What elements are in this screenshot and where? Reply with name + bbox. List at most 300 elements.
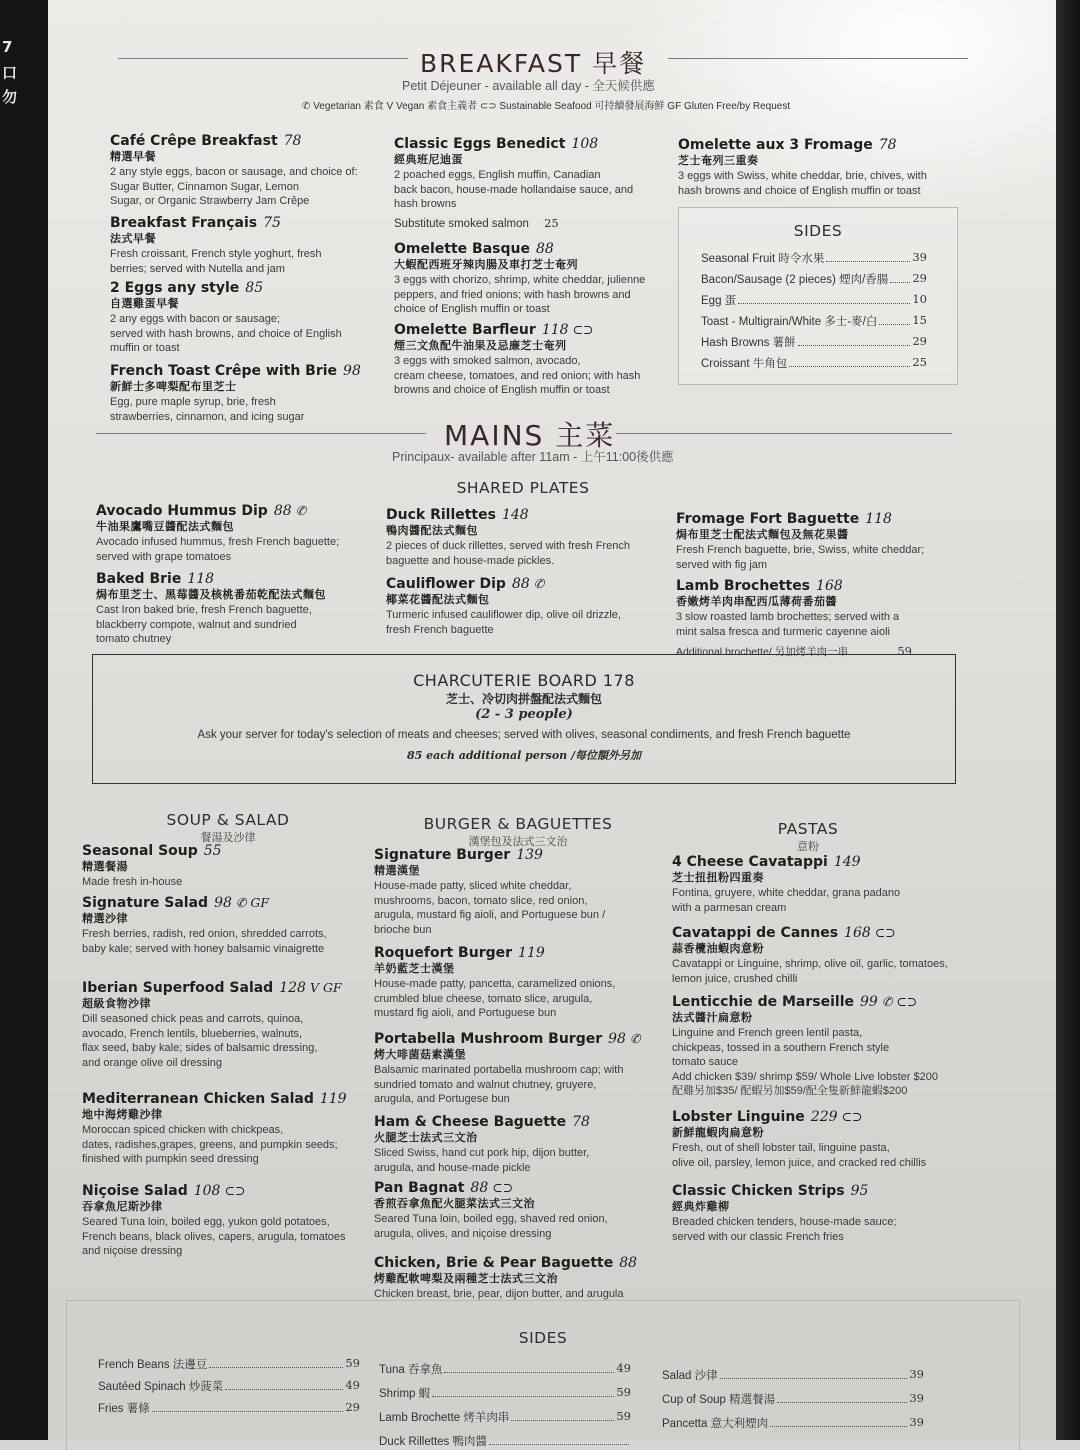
menu-item-name (672, 924, 972, 942)
side-item-label: Toast - Multigrain/White 多士-麥/白 (701, 316, 878, 328)
desc-line: strawberries, cinnamon, and icing sugar (110, 410, 305, 423)
menu-item-zh: 法式醬汁扁意粉 (672, 1012, 753, 1025)
dot-leader (879, 313, 910, 325)
menu-item (672, 853, 972, 915)
menu-item-title: Signature Burger (374, 847, 511, 863)
menu-item (110, 279, 360, 356)
desc-line: Add chicken $39/ shrimp $59/ Whole Live lobster $200 (672, 1070, 938, 1083)
pastas-title: PASTAS (777, 820, 839, 838)
desc-line: House-made patty, pancetta, caramelized onions, (374, 977, 616, 990)
menu-item-price: 118 (541, 322, 569, 338)
menu-item-title: Pan Bagnat (374, 1180, 465, 1196)
side-item (701, 355, 927, 371)
desc-line: Sliced Swiss, hand cut pork hip, dijon butter, (374, 1146, 590, 1159)
menu-item-title: French Toast Crêpe with Brie (110, 363, 338, 379)
menu-item-price: 88 (470, 1180, 489, 1196)
menu-item (374, 1179, 660, 1241)
menu-item (82, 1090, 368, 1167)
menu-item-price: 88 (535, 241, 554, 257)
desc-line: brioche bun (374, 923, 432, 936)
menu-item-desc (82, 1215, 368, 1259)
desc-line: 3 eggs with smoked salmon, avocado, (394, 354, 581, 367)
menu-item-zh: 焗布里芝士配法式麵包及無花果醬 (676, 529, 849, 542)
menu-item-price: 85 (245, 280, 264, 296)
desc-line: mushrooms, bacon, tomato slice, red onion, (374, 894, 588, 907)
charcuterie-extra: 85 each additional person /每位額外另加 (406, 749, 642, 762)
side-item-price: 25 (912, 355, 927, 369)
menu-item-desc (386, 539, 656, 568)
menu-item-desc (110, 247, 360, 276)
desc-line: Egg, pure maple syrup, brie, fresh (110, 395, 276, 408)
menu-item-name (374, 944, 660, 962)
side-item (98, 1400, 360, 1416)
menu-item (672, 993, 972, 1099)
menu-item-title: Seasonal Soup (82, 843, 198, 859)
desc-line: arugula, and house-made pickle (374, 1161, 531, 1174)
menu-item-name (82, 1090, 368, 1108)
desc-line: Made fresh in-house (82, 875, 183, 888)
side-item (662, 1367, 924, 1383)
menu-item-title: Classic Eggs Benedict (394, 136, 566, 152)
menu-item-name (82, 842, 368, 860)
menu-item-title: Avocado Hummus Dip (96, 503, 268, 519)
menu-item-price: 78 (878, 137, 897, 153)
menu-item-title: Ham & Cheese Baguette (374, 1114, 567, 1130)
side-item-label: Egg 蛋 (701, 295, 737, 307)
side-item-price: 59 (616, 1385, 631, 1399)
desc-line: Seared Tuna loin, boiled egg, shaved red onion, (374, 1212, 608, 1225)
desc-line: Fresh croissant, French style yoghurt, fresh (110, 247, 322, 260)
desc-line: back bacon, house-made hollandaise sauce, and (394, 183, 634, 196)
menu-item (386, 506, 656, 568)
desc-line: baby kale; served with honey balsamic vinaigrette (82, 942, 325, 955)
side-item (662, 1391, 924, 1407)
menu-item (374, 846, 660, 937)
side-item-price: 59 (616, 1409, 631, 1423)
side-item-label: Cup of Soup 精選餐湯 (662, 1394, 776, 1406)
menu-item-title: Chicken, Brie & Pear Baguette (374, 1255, 614, 1271)
menu-item-desc (672, 957, 972, 986)
menu-item-zh: 法式早餐 (110, 233, 156, 246)
menu-item-price: 108 (571, 136, 599, 152)
menu-item-title: Café Crêpe Breakfast (110, 133, 278, 149)
shared-plates-title: SHARED PLATES (456, 479, 590, 497)
menu-item-name (110, 214, 360, 232)
menu-item-price: 95 (850, 1183, 869, 1199)
desc-line: hash browns (394, 198, 457, 211)
menu-item-zh: 經典炸雞柳 (672, 1201, 730, 1214)
substitute-note (394, 216, 559, 230)
menu-item-title: Omelette Basque (394, 241, 530, 257)
menu-item-name (82, 1182, 368, 1200)
desc-line: 配雞另加$35/ 配蝦另加$59/配全隻新鮮龍蝦$200 (672, 1085, 908, 1098)
side-item (701, 292, 927, 308)
menu-item-price: 88 (273, 503, 292, 519)
desc-line: arugula, mustard fig aioli, and Portuguese bun / (374, 909, 606, 922)
menu-item-name (96, 502, 366, 520)
menu-item-name (394, 240, 664, 258)
menu-item-zh: 精選沙律 (82, 913, 128, 926)
desc-line: browns and choice of English muffin or toast (394, 384, 610, 397)
menu-item-price: 88 (619, 1255, 638, 1271)
desc-line: olive oil, parsley, lemon juice, and cracked red chillis (672, 1156, 927, 1169)
divider (96, 433, 426, 434)
menu-item-desc (110, 395, 360, 424)
desc-line: served with fig jam (676, 558, 768, 571)
menu-item-zh: 新鮮士多啤梨配布里芝士 (110, 381, 237, 394)
side-item (379, 1433, 631, 1449)
menu-item-zh: 芝士扭扭粉四重奏 (672, 872, 764, 885)
menu-item-zh: 香嫩烤羊肉串配西瓜薄荷番茄醬 (676, 596, 837, 609)
dot-leader (152, 1400, 344, 1412)
dietary-tag-icon: ✆ (629, 1031, 641, 1046)
desc-line: finished with pumpkin seed dressing (82, 1153, 259, 1166)
dietary-legend: ✆ Vegetarian 素食 V Vegan 素食主義者 ⊂⊃ Sustainable Seafood 可持續發展海鮮 GF Gluten Free/by Request (302, 101, 791, 112)
menu-item (386, 575, 656, 637)
side-item-price: 29 (912, 334, 927, 348)
menu-item-price: 168 (844, 925, 871, 941)
dietary-tag-icon: ⊂⊃ (841, 1109, 863, 1124)
additional-brochette-label: Additional brochette/ 另加烤羊肉一串 (676, 646, 849, 658)
menu-item-name (676, 510, 952, 528)
menu-item-name (82, 894, 368, 912)
dietary-tag-icon: ⊂⊃ (572, 322, 594, 337)
menu-item-name (374, 1179, 660, 1197)
side-item-label: Lamb Brochette 烤羊肉串 (379, 1412, 510, 1424)
menu-item-title: Baked Brie (96, 571, 182, 587)
breakfast-title: BREAKFAST 早餐 (420, 49, 647, 78)
menu-item-price: 88 (511, 576, 530, 592)
dietary-tag-icon: ✆ (295, 503, 307, 518)
dot-leader (489, 1433, 629, 1445)
desc-line: Cavatappi or Linguine, shrimp, olive oil, garlic, tomatoes, (672, 957, 948, 970)
menu-item (374, 1030, 660, 1107)
menu-item-zh: 牛油果鷹嘴豆醬配法式麵包 (96, 521, 234, 534)
menu-item-desc (676, 543, 952, 572)
menu-item (394, 135, 664, 212)
dot-leader (511, 1409, 614, 1421)
side-item (701, 313, 927, 329)
menu-item-desc (672, 886, 972, 915)
divider (616, 433, 952, 434)
menu-item-price: 139 (516, 847, 543, 863)
desc-line: Breaded chicken tenders, house-made sauce; (672, 1215, 897, 1228)
menu-item-desc (374, 1063, 660, 1107)
menu-item-zh: 地中海烤雞沙律 (82, 1109, 163, 1122)
desc-line: cream cheese, tomatoes, and red onion; with hash (394, 369, 641, 382)
side-item-label: Sautéed Spinach 炒菠菜 (98, 1381, 224, 1393)
sides-title: SIDES (518, 1329, 568, 1347)
menu-item-title: Portabella Mushroom Burger (374, 1031, 603, 1047)
desc-line: Fresh, out of shell lobster tail, linguine pasta, (672, 1141, 890, 1154)
soup-salad-zh: 餐湯及沙律 (200, 832, 256, 844)
menu-item-zh: 精選餐湯 (82, 861, 128, 874)
menu-item-desc (110, 312, 360, 356)
dietary-tag-icon: ✆ (533, 576, 545, 591)
menu-item-zh: 經典班尼迪蛋 (394, 154, 463, 167)
side-item (662, 1415, 924, 1431)
menu-item-name (672, 853, 972, 871)
menu-item-zh: 香煎吞拿魚配火腿菜法式三文治 (374, 1198, 535, 1211)
desc-line: peppers, and fried onions; with hash browns and (394, 288, 631, 301)
menu-item-desc (374, 879, 660, 937)
menu-item-name (678, 136, 948, 154)
desc-line: 2 poached eggs, English muffin, Canadian (394, 168, 601, 181)
pastas-zh: 意粉 (797, 841, 819, 853)
menu-item-title: Omelette aux 3 Fromage (678, 137, 873, 153)
menu-item-zh: 吞拿魚尼斯沙律 (82, 1201, 163, 1214)
menu-item (96, 502, 366, 564)
side-item-label: Pancetta 意大利煙肉 (662, 1418, 769, 1430)
side-item (701, 250, 927, 266)
side-item-label: Hash Browns 薯餅 (701, 337, 796, 349)
menu-item-desc (676, 610, 952, 639)
desc-line: blackberry compote, walnut and sundried (96, 618, 297, 631)
breakfast-subtitle: Petit Déjeuner - available all day - 全天候供應 (402, 79, 655, 93)
desc-line: flax seed, baby kale; sides of balsamic dressing, (82, 1042, 318, 1055)
side-item-price: 39 (909, 1415, 924, 1429)
menu-item-desc (374, 977, 660, 1021)
desc-line: chickpeas, tossed in a southern French style (672, 1041, 890, 1054)
desc-line: Dill seasoned chick peas and carrots, quinoa, (82, 1012, 304, 1025)
menu-item-name (386, 506, 656, 524)
dot-leader (789, 355, 910, 367)
menu-item-desc (386, 608, 656, 637)
menu-item-title: Lobster Linguine (672, 1109, 805, 1125)
desc-line: Turmeric infused cauliflower dip, olive oil drizzle, (386, 608, 621, 621)
menu-item-title: Iberian Superfood Salad (82, 980, 274, 996)
menu-item-price: 78 (283, 133, 302, 149)
menu-item (676, 577, 952, 639)
menu-item-desc (672, 1141, 972, 1170)
side-item (701, 334, 927, 350)
menu-item-desc (672, 1215, 972, 1244)
soup-salad-title: SOUP & SALAD (166, 811, 290, 829)
desc-line: tomato chutney (96, 633, 172, 646)
menu-item-desc (374, 1212, 660, 1241)
desc-line: 3 eggs with Swiss, white cheddar, brie, chives, with (678, 169, 927, 182)
charcuterie-desc: Ask your server for today's selection of meats and cheeses; served with olives, seasonal condiments, and fresh French baguette (197, 729, 851, 741)
desc-line: mustard fig aioli, and Portuguese bun (374, 1007, 557, 1020)
substitute-price: 25 (544, 216, 559, 230)
menu-item-desc (672, 1026, 972, 1099)
menu-item-price: 149 (833, 854, 861, 870)
menu-item-desc (394, 168, 664, 212)
menu-item-zh: 焗布里芝士、黑莓醬及核桃番茄乾配法式麵包 (96, 589, 326, 602)
menu-item-name (82, 979, 368, 997)
menu-item (676, 510, 952, 572)
dot-leader (826, 250, 910, 262)
side-item-price: 39 (912, 250, 927, 264)
desc-line: arugula, olives, and niçoise dressing (374, 1227, 552, 1240)
menu-item-title: 2 Eggs any style (110, 280, 240, 296)
desc-line: 3 slow roasted lamb brochettes; served with a (676, 610, 900, 623)
mains-title: MAINS 主菜 (444, 419, 616, 452)
menu-item-name (672, 1108, 972, 1126)
menu-item (672, 1182, 972, 1244)
menu-item-price: 118 (865, 511, 892, 527)
side-item-price: 49 (345, 1378, 360, 1392)
desc-line: served with our classic French fries (672, 1230, 844, 1243)
menu-item-zh: 超級食物沙律 (82, 998, 151, 1011)
substitute-label: Substitute smoked salmon (394, 218, 529, 230)
desc-line: lemon juice, crushed chilli (672, 972, 798, 985)
side-item-label: Salad 沙律 (662, 1370, 718, 1382)
menu-item-name (374, 1030, 660, 1048)
menu-item-zh: 椰菜花醬配法式麵包 (386, 594, 490, 607)
menu-item-desc (394, 354, 664, 398)
menu-item-name (96, 570, 366, 588)
desc-line: and niçoise dressing (82, 1245, 183, 1258)
side-item (98, 1378, 360, 1394)
dietary-tag-icon: V GF (309, 980, 342, 995)
burgers-zh: 漢堡包及法式三文治 (468, 836, 568, 848)
side-item-label: French Beans 法邊豆 (98, 1359, 208, 1371)
dietary-tag-icon: ⊂⊃ (492, 1180, 514, 1195)
menu-item-name (386, 575, 656, 593)
bezel-glyph: 7 (2, 38, 13, 56)
dot-leader (770, 1415, 907, 1427)
desc-line: hash browns and choice of English muffin or toast (678, 184, 921, 197)
menu-item (678, 136, 948, 198)
desc-line: with a parmesan cream (672, 901, 787, 914)
desc-line: served with grape tomatoes (96, 550, 232, 563)
desc-line: crumbled blue cheese, tomato slice, arugula, (374, 992, 593, 1005)
menu-item-title: Cauliflower Dip (386, 576, 506, 592)
side-item-price: 39 (909, 1391, 924, 1405)
menu-item-name (672, 1182, 972, 1200)
side-item-price: 59 (345, 1356, 360, 1370)
menu-item-desc (96, 603, 366, 647)
bezel-glyph: 口 (2, 64, 18, 82)
menu-item (374, 1254, 660, 1302)
menu-item-name (394, 135, 664, 153)
left-bezel (0, 0, 50, 1440)
menu-item (672, 924, 972, 986)
desc-line: tomato sauce (672, 1056, 739, 1069)
menu-item-zh: 火腿芝士法式三文治 (374, 1132, 478, 1145)
menu-item (394, 321, 664, 398)
divider (118, 58, 408, 59)
menu-item-zh: 蒜香欖油蝦肉意粉 (672, 943, 764, 956)
menu-item-desc (82, 927, 368, 956)
desc-line: arugula, and Portugese bun (374, 1093, 510, 1106)
dot-leader (777, 1391, 907, 1403)
menu-item-name (374, 846, 660, 864)
side-item (701, 271, 927, 287)
dot-leader (738, 292, 910, 304)
side-item (98, 1356, 360, 1372)
menu-item-title: Duck Rillettes (386, 507, 496, 523)
charcuterie-zh: 芝士、冷切肉拼盤配法式麵包 (445, 692, 602, 706)
side-item-label: Seasonal Fruit 時令水果 (701, 253, 825, 265)
side-item-label: Fries 薯條 (98, 1403, 150, 1415)
menu-item-price: 98 (343, 363, 361, 379)
desc-line: baguette and house-made pickles. (386, 554, 555, 567)
menu-item-title: Lamb Brochettes (676, 578, 811, 594)
menu-item-price: 78 (572, 1114, 590, 1130)
bezel-glyph: 勿 (2, 88, 18, 106)
desc-line: Fresh berries, radish, red onion, shredded carrots, (82, 927, 327, 940)
menu-item-name (676, 577, 952, 595)
menu-item-price: 118 (187, 571, 215, 587)
menu-item-price: 99 (860, 994, 878, 1010)
menu-item-price: 98 (214, 895, 232, 911)
dot-leader (720, 1367, 908, 1379)
side-item-price: 29 (912, 271, 927, 285)
menu-item-title: Roquefort Burger (374, 945, 513, 961)
desc-line: Sugar, or Organic Strawberry Jam Crêpe (110, 195, 310, 208)
menu-item-name (110, 362, 360, 380)
menu-item-desc (678, 169, 948, 198)
menu-item-price: 229 (810, 1109, 838, 1125)
side-item-label: Croissant 牛角包 (701, 358, 788, 370)
desc-line: Avocado infused hummus, fresh French baguette; (96, 535, 340, 548)
menu-item-price: 55 (203, 843, 222, 859)
menu-item-desc (374, 1146, 660, 1175)
side-item-price: 29 (345, 1400, 360, 1414)
menu-item (96, 570, 366, 647)
side-item (379, 1361, 631, 1377)
breakfast-sides-title: SIDES (793, 222, 843, 240)
side-item-price: 15 (912, 313, 927, 327)
side-item-label: Shrimp 蝦 (379, 1388, 431, 1400)
side-item-label: Tuna 吞拿魚 (379, 1364, 443, 1376)
dot-leader (890, 271, 910, 283)
menu-item-desc (96, 535, 366, 564)
desc-line: Balsamic marinated portabella mushroom cap; with (374, 1063, 624, 1076)
menu-item (394, 240, 664, 317)
menu-item (110, 362, 360, 424)
menu-item-title: Omelette Barfleur (394, 322, 536, 338)
menu-item-price: 108 (193, 1183, 221, 1199)
desc-line: Cast Iron baked brie, fresh French baguette, (96, 603, 312, 616)
side-item-label: Bacon/Sausage (2 pieces) 煙肉/香腸 (701, 274, 889, 286)
menu-item-title: Cavatappi de Cannes (672, 925, 839, 941)
desc-line: Fontina, gruyere, white cheddar, grana padano (672, 886, 901, 899)
dot-leader (798, 334, 911, 346)
menu-item-desc (394, 273, 664, 317)
desc-line: served with hash browns, and choice of English (110, 327, 342, 340)
desc-line: Linguine and French green lentil pasta, (672, 1026, 863, 1039)
menu-item-title: Signature Salad (82, 895, 209, 911)
menu-item-zh: 精選漢堡 (374, 865, 420, 878)
menu-item (82, 894, 368, 956)
mains-subtitle: Principaux- available after 11am - 上午11:00後供應 (392, 450, 674, 464)
menu-item-name (110, 132, 360, 150)
menu-item-zh: 烤雞配軟啤梨及兩種芝士法式三文治 (374, 1273, 558, 1286)
divider (668, 58, 968, 59)
menu-item-desc (82, 1123, 368, 1167)
menu-item (110, 214, 360, 276)
menu-item (82, 842, 368, 890)
desc-line: choice of English muffin or toast (394, 303, 550, 316)
desc-line: mint salsa fresca and turmeric cayenne aioli (676, 625, 890, 638)
dot-leader (209, 1356, 343, 1368)
desc-line: Moroccan spiced chicken with chickpeas, (82, 1123, 284, 1136)
side-item (379, 1409, 631, 1425)
charcuterie-people: (2 - 3 people) (475, 707, 573, 722)
menu-item-zh: 羊奶藍芝士漢堡 (374, 963, 455, 976)
menu-item-zh: 芝士奄列三重奏 (678, 155, 759, 168)
menu-item-zh: 烤大啡菌菇素漢堡 (374, 1049, 466, 1062)
desc-line: avocado, French lentils, blueberries, walnuts, (82, 1027, 303, 1040)
menu-item-price: 119 (319, 1091, 347, 1107)
desc-line: Sugar Butter, Cinnamon Sugar, Lemon (110, 180, 299, 193)
menu-item-name (374, 1254, 660, 1272)
charcuterie-title: CHARCUTERIE BOARD 178 (413, 671, 635, 690)
menu-item (82, 979, 368, 1070)
